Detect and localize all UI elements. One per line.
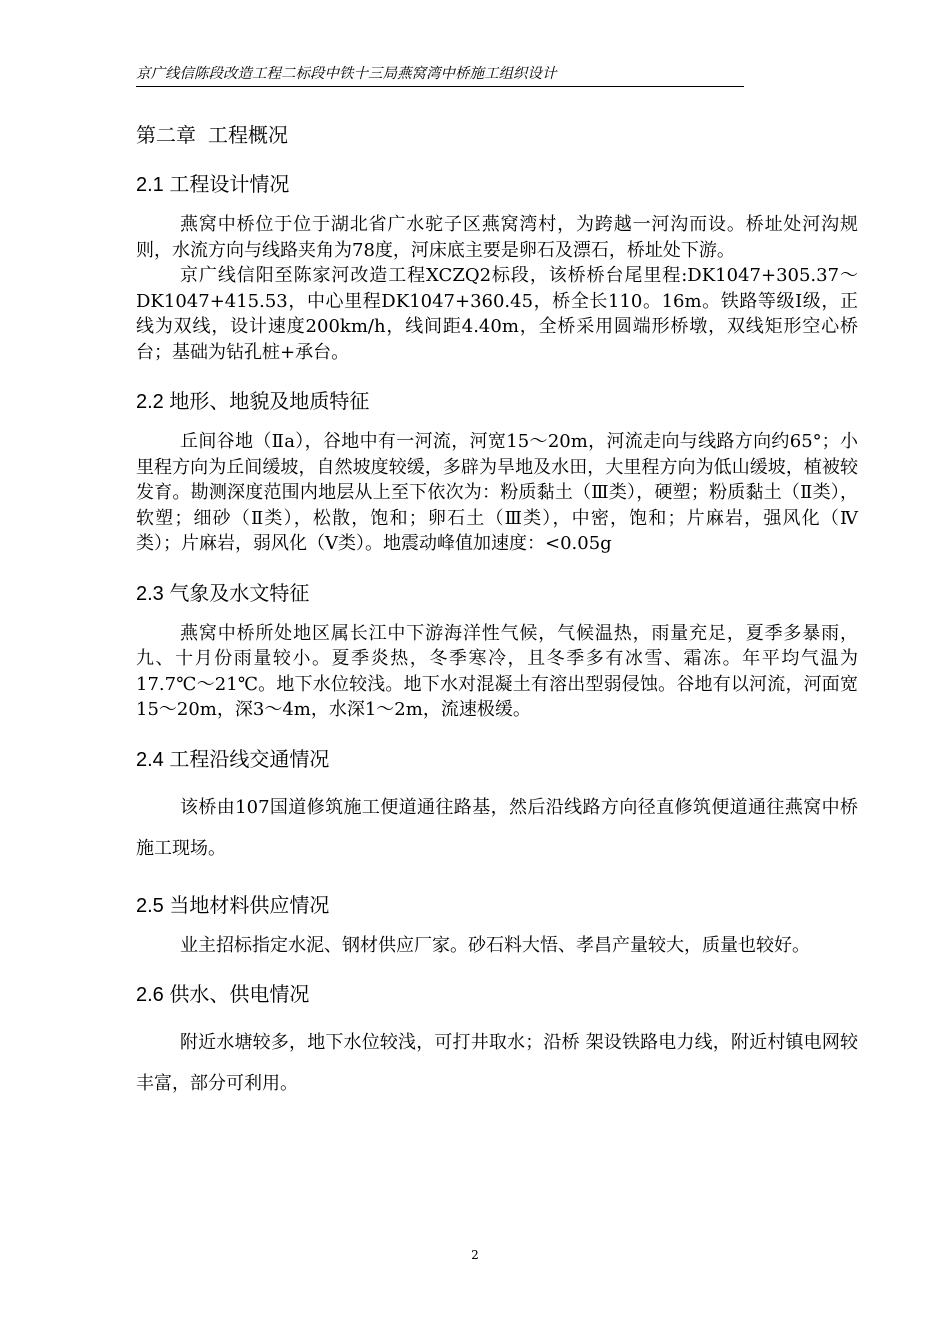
paragraph: 附近水塘较多，地下水位较浅，可打井取水；沿桥 架设铁路电力线，附近村镇电网较丰富，部分可利用。 xyxy=(136,1032,858,1094)
section-2-6 xyxy=(136,980,858,1104)
chapter-title: 工程概况 xyxy=(208,123,288,147)
section-2-2 xyxy=(136,387,858,557)
section-title: 2.6 供水、供电情况 xyxy=(136,984,310,1006)
paragraph: 京广线信阳至陈家河改造工程XCZQ2标段，该桥桥台尾里程:DK1047+305.37～DK1047+415.53，中心里程DK1047+360.45，桥全长110。16m。铁路等级Ⅰ级，正线为双线，设计速度200km/h，线间距4.40m，全桥采用圆端形桥墩，双线矩形空心桥台；基础为钻孔桩+承台。 xyxy=(136,265,858,363)
running-header: 京广线信陈段改造工程二标段中铁十三局燕窝湾中桥施工组织设计 xyxy=(136,64,744,87)
paragraph: 丘间谷地（Ⅱa），谷地中有一河流，河宽15～20m，河流走向与线路方向约65°；小里程方向为丘间缓坡，自然坡度较缓，多辟为旱地及水田，大里程方向为低山缓坡，植被较发育。勘测深度范围内地层从上至下依次为：粉质黏土（Ⅲ类），硬塑；粉质黏土（Ⅱ类），软塑；细砂（Ⅱ类），松散，饱和；卵石土（Ⅲ类），中密，饱和；片麻岩，强风化（Ⅳ类）；片麻岩，弱风化（Ⅴ类）。地震动峰值加速度：<0.05g xyxy=(136,431,858,554)
paragraph: 该桥由107国道修筑施工便道通往路基，然后沿线路方向径直修筑便道通往燕窝中桥施工现场。 xyxy=(136,796,858,859)
page-number: 2 xyxy=(471,1248,479,1262)
section-title: 2.5 当地材料供应情况 xyxy=(136,894,330,917)
section-2-5 xyxy=(136,891,858,959)
section-title: 2.3 气象及水文特征 xyxy=(136,582,310,605)
chapter-heading xyxy=(136,118,858,152)
section-2-3 xyxy=(136,579,858,723)
paragraph: 燕窝中桥位于位于湖北省广水驼子区燕窝湾村，为跨越一河沟而设。桥址处河沟规则，水流方向与线路夹角为78度，河床底主要是卵石及漂石，桥址处下游。 xyxy=(136,214,858,261)
paragraph: 燕窝中桥所处地区属长江中下游海洋性气候，气候温热，雨量充足，夏季多暴雨，九、十月份雨量较小。夏季炎热，冬季寒冷，且冬季多有冰雪、霜冻。年平均气温为17.7℃～21℃。地下水位较浅。地下水对混凝土有溶出型弱侵蚀。谷地有以河流，河面宽15～20m，深3～4m，水深1～2m，流速极缓。 xyxy=(136,622,858,720)
section-title: 2.1 工程设计情况 xyxy=(136,174,290,196)
chapter-number: 第二章 xyxy=(136,123,196,147)
section-title: 2.2 地形、地貌及地质特征 xyxy=(136,391,370,413)
document-body xyxy=(136,118,858,1126)
paragraph: 业主招标指定水泥、钢材供应厂家。砂石料大悟、孝昌产量较大，质量也较好。 xyxy=(180,934,810,956)
section-2-1 xyxy=(136,170,858,365)
section-2-4 xyxy=(136,745,858,869)
section-title: 2.4 工程沿线交通情况 xyxy=(136,748,330,771)
